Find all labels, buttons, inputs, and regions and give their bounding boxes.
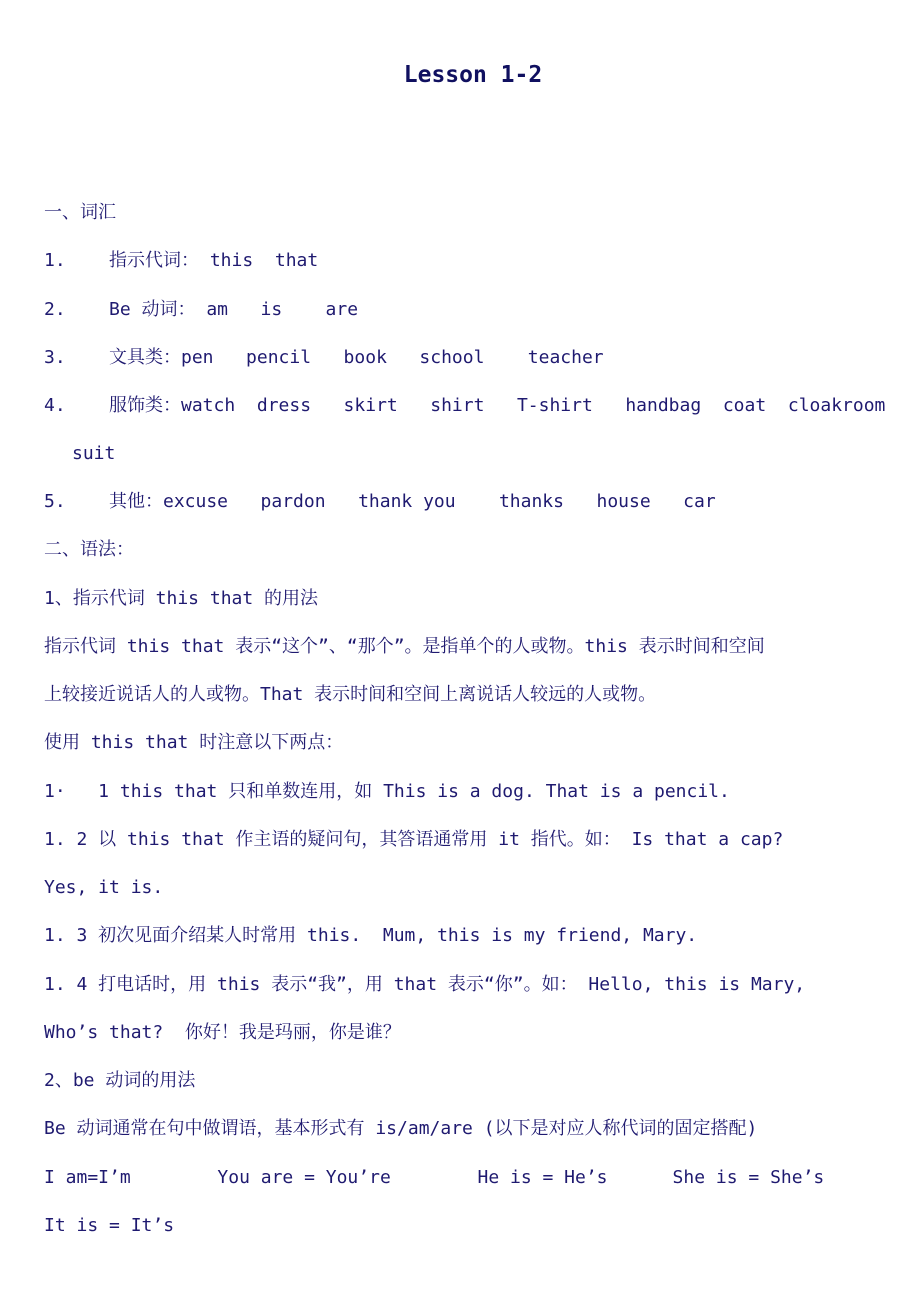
grammar-line: 上较接近说话人的人或物。That 表示时间和空间上离说话人较远的人或物。 xyxy=(44,684,657,705)
grammar-line: 指示代词 this that 表示“这个”、“那个”。是指单个的人或物。this 表示时间和空间 xyxy=(44,636,765,657)
page-title: Lesson 1-2 xyxy=(403,62,543,88)
vocab-item xyxy=(44,345,604,371)
vocab-item xyxy=(44,393,885,419)
section-header-vocab: 一、词汇 xyxy=(44,202,116,223)
vocab-item xyxy=(44,297,358,323)
vocab-item xyxy=(44,489,716,515)
vocab-number: 1. xyxy=(44,250,66,271)
vocab-number: 4. xyxy=(44,395,66,416)
section-header-grammar: 二、语法： xyxy=(44,539,134,560)
grammar-line: It is = It’s xyxy=(44,1215,175,1236)
grammar-line: Be 动词通常在句中做谓语，基本形式有 is/am/are (以下是对应人称代词的固定搭配) xyxy=(44,1118,758,1139)
vocab-wrap-text: suit xyxy=(72,443,116,464)
grammar-line: Yes, it is. xyxy=(44,877,164,898)
vocab-number: 5. xyxy=(44,491,66,512)
grammar-line: 2、be 动词的用法 xyxy=(44,1070,196,1091)
vocab-text: 其他：excuse pardon thank you thanks house car xyxy=(109,491,716,512)
grammar-line: I am=I’m You are = You’re He is = He’s She is = She’s xyxy=(44,1167,825,1188)
grammar-line: 1· 1 this that 只和单数连用，如 This is a dog. That is a pencil. xyxy=(44,781,730,802)
vocab-number: 3. xyxy=(44,347,66,368)
vocab-text: 文具类：pen pencil book school teacher xyxy=(109,347,604,368)
vocab-text: Be 动词： am is are xyxy=(109,299,359,320)
vocab-item xyxy=(44,248,318,274)
grammar-line: 使用 this that 时注意以下两点： xyxy=(44,732,344,753)
vocab-text: 服饰类：watch dress skirt shirt T-shirt handbag coat cloakroom xyxy=(109,395,886,416)
grammar-line: 1、指示代词 this that 的用法 xyxy=(44,588,319,609)
grammar-line: 1. 3 初次见面介绍某人时常用 this. Mum, this is my friend, Mary. xyxy=(44,925,698,946)
grammar-line: 1. 2 以 this that 作主语的疑问句，其答语通常用 it 指代。如： Is that a cap? xyxy=(44,829,784,850)
grammar-line: 1. 4 打电话时，用 this 表示“我”，用 that 表示“你”。如： Hello, this is Mary, xyxy=(44,974,806,995)
grammar-line: Who’s that? 你好！我是玛丽，你是谁？ xyxy=(44,1022,401,1043)
vocab-number: 2. xyxy=(44,299,66,320)
vocab-text: 指示代词： this that xyxy=(109,250,319,271)
